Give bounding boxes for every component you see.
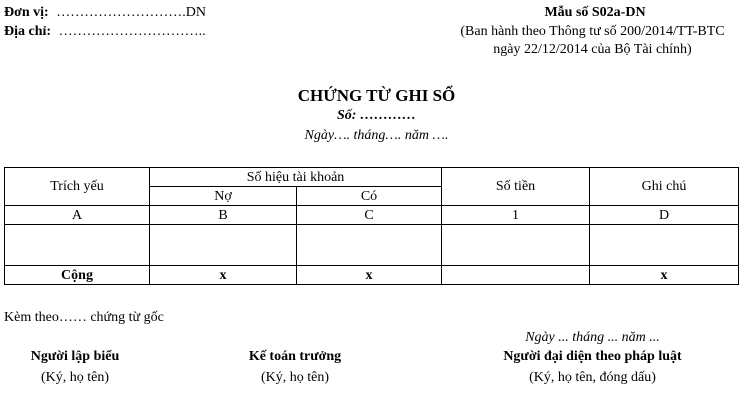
total-label: Cộng (5, 266, 150, 285)
entry-cell (590, 225, 739, 266)
code-row (5, 206, 739, 225)
signer-2-note: (Ký, họ tên) (260, 370, 330, 385)
code-cell: C (297, 206, 442, 225)
entry-cell (150, 225, 297, 266)
unit-dots: ……………………….DN (56, 5, 206, 20)
document-title: CHỨNG TỪ GHI SỔ (297, 86, 456, 105)
header-account-group: Số hiệu tài khoản (150, 168, 442, 187)
total-cell: x (590, 266, 739, 285)
code-cell: 1 (442, 206, 590, 225)
issued-line-1: (Ban hành theo Thông tư số 200/2014/TT-BTC (460, 24, 725, 39)
form-code: Mẫu số S02a-DN (544, 5, 646, 20)
unit-label: Đơn vị: (4, 5, 49, 20)
header-amount: Số tiền (442, 168, 590, 206)
total-cell: x (150, 266, 297, 285)
address-line (4, 24, 206, 40)
unit-line (4, 5, 206, 21)
header-note: Ghi chú (590, 168, 739, 206)
signer-3-title: Người đại diện theo pháp luật (503, 349, 682, 364)
total-row (5, 266, 739, 285)
entry-row (5, 225, 739, 266)
header-debit: Nợ (150, 187, 297, 206)
header-credit: Có (297, 187, 442, 206)
voucher-table (4, 167, 739, 285)
code-cell: D (590, 206, 739, 225)
sign-date: Ngày ... tháng ... năm ... (525, 330, 660, 345)
address-dots: ………………………….. (58, 24, 206, 39)
code-cell: B (150, 206, 297, 225)
header-summary: Trích yếu (5, 168, 150, 206)
total-cell (442, 266, 590, 285)
attached-documents: Kèm theo…… chứng từ gốc (4, 310, 164, 325)
header-row-1 (5, 168, 739, 187)
document-date: Ngày…. tháng…. năm …. (304, 128, 449, 143)
total-cell: x (297, 266, 442, 285)
address-label: Địa chỉ: (4, 24, 52, 39)
entry-cell (442, 225, 590, 266)
entry-cell (297, 225, 442, 266)
signer-2-title: Kế toán trưởng (248, 349, 342, 364)
code-cell: A (5, 206, 150, 225)
signer-1-note: (Ký, họ tên) (40, 370, 110, 385)
document-number: Số: ………… (337, 108, 416, 123)
signer-3-note: (Ký, họ tên, đóng dấu) (529, 370, 656, 385)
signer-1-title: Người lập biểu (30, 349, 120, 364)
issued-line-2: ngày 22/12/2014 của Bộ Tài chính) (493, 42, 692, 57)
entry-cell (5, 225, 150, 266)
